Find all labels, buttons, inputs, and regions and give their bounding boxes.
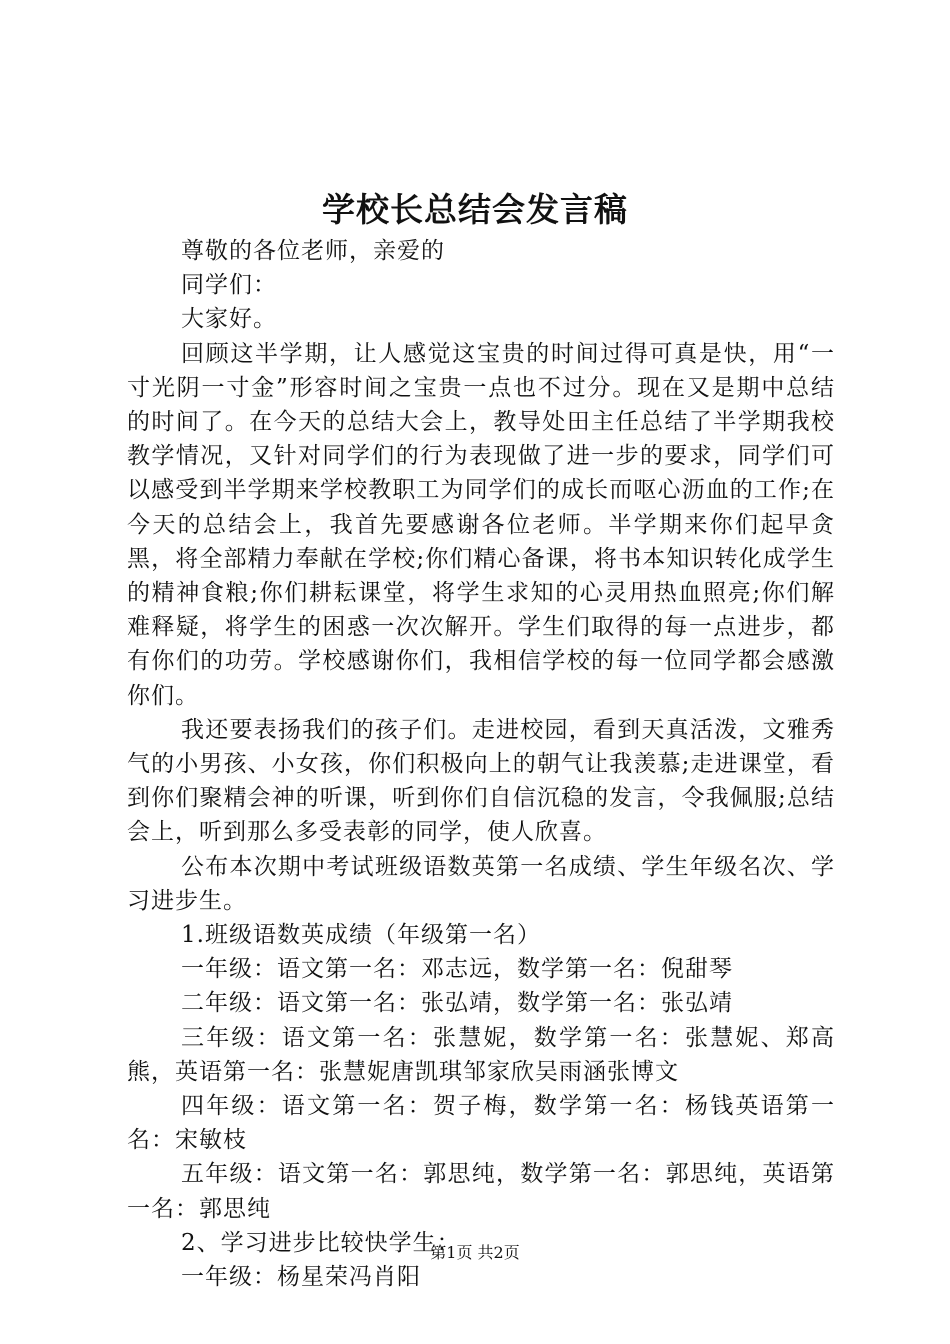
paragraph-greeting-cont: 同学们： [181,272,277,299]
paragraph-grade-3: 三年级：语文第一名：张慧妮，数学第一名：张慧妮、郑高熊，英语第一名：张慧妮唐凯琪邹家欣吴雨涵张博文 [127,1024,835,1085]
paragraph-announce: 公布本次期中考试班级语数英第一名成绩、学生年级名次、学习进步生。 [127,853,835,914]
paragraph-grade-1: 一年级：语文第一名：邓志远，数学第一名：倪甜琴 [181,956,733,983]
paragraph-greeting: 尊敬的各位老师，亲爱的 [181,238,445,264]
paragraph-section-2: 2、学习进步比较快学生： [181,1229,461,1256]
page-number: 第1页 共2页 [430,1243,520,1262]
paragraph-praise-students: 我还要表扬我们的孩子们。走进校园，看到天真活泼，文雅秀气的小男孩、小女孩，你们积极向上的朝气让我羡慕;走进课堂，看到你们聚精会神的听课，听到你们自信沉稳的发言，令我佩服;总结会上，听到那么多受表彰的同学，使人欣喜。 [127,716,835,846]
document-title: 学校长总结会发言稿 [322,190,628,229]
paragraph-hello: 大家好。 [181,306,277,333]
paragraph-grade-2: 二年级：语文第一名：张弘靖，数学第一名：张弘靖 [181,990,733,1017]
paragraph-progress-grade-1: 一年级：杨星荣冯肖阳 [181,1264,421,1291]
paragraph-section-1: 1.班级语数英成绩（年级第一名） [181,922,541,949]
paragraph-grade-5: 五年级：语文第一名：郭思纯，数学第一名：郭思纯，英语第一名：郭思纯 [127,1161,835,1222]
document-body [127,234,835,1294]
paragraph-grade-4: 四年级：语文第一名：贺子梅，数学第一名：杨钱英语第一名：宋敏枝 [127,1093,835,1154]
paragraph-review: 回顾这半学期，让人感觉这宝贵的时间过得可真是快，用“一寸光阴一寸金”形容时间之宝贵一点也不过分。现在又是期中总结的时间了。在今天的总结大会上，教导处田主任总结了半学期我校教学情况，又针对同学们的行为表现做了进一步的要求，同学们可以感受到半学期来学校教职工为同学们的成长而呕心沥血的工作;在今天的总结会上，我首先要感谢各位老师。半学期来你们起早贪黑，将全部精力奉献在学校;你们精心备课，将书本知识转化成学生的精神食粮;你们耕耘课堂，将学生求知的心灵用热血照亮;你们解难释疑，将学生的困惑一次次解开。学生们取得的每一点进步，都有你们的功劳。学校感谢你们，我相信学校的每一位同学都会感激你们。 [127,340,835,709]
